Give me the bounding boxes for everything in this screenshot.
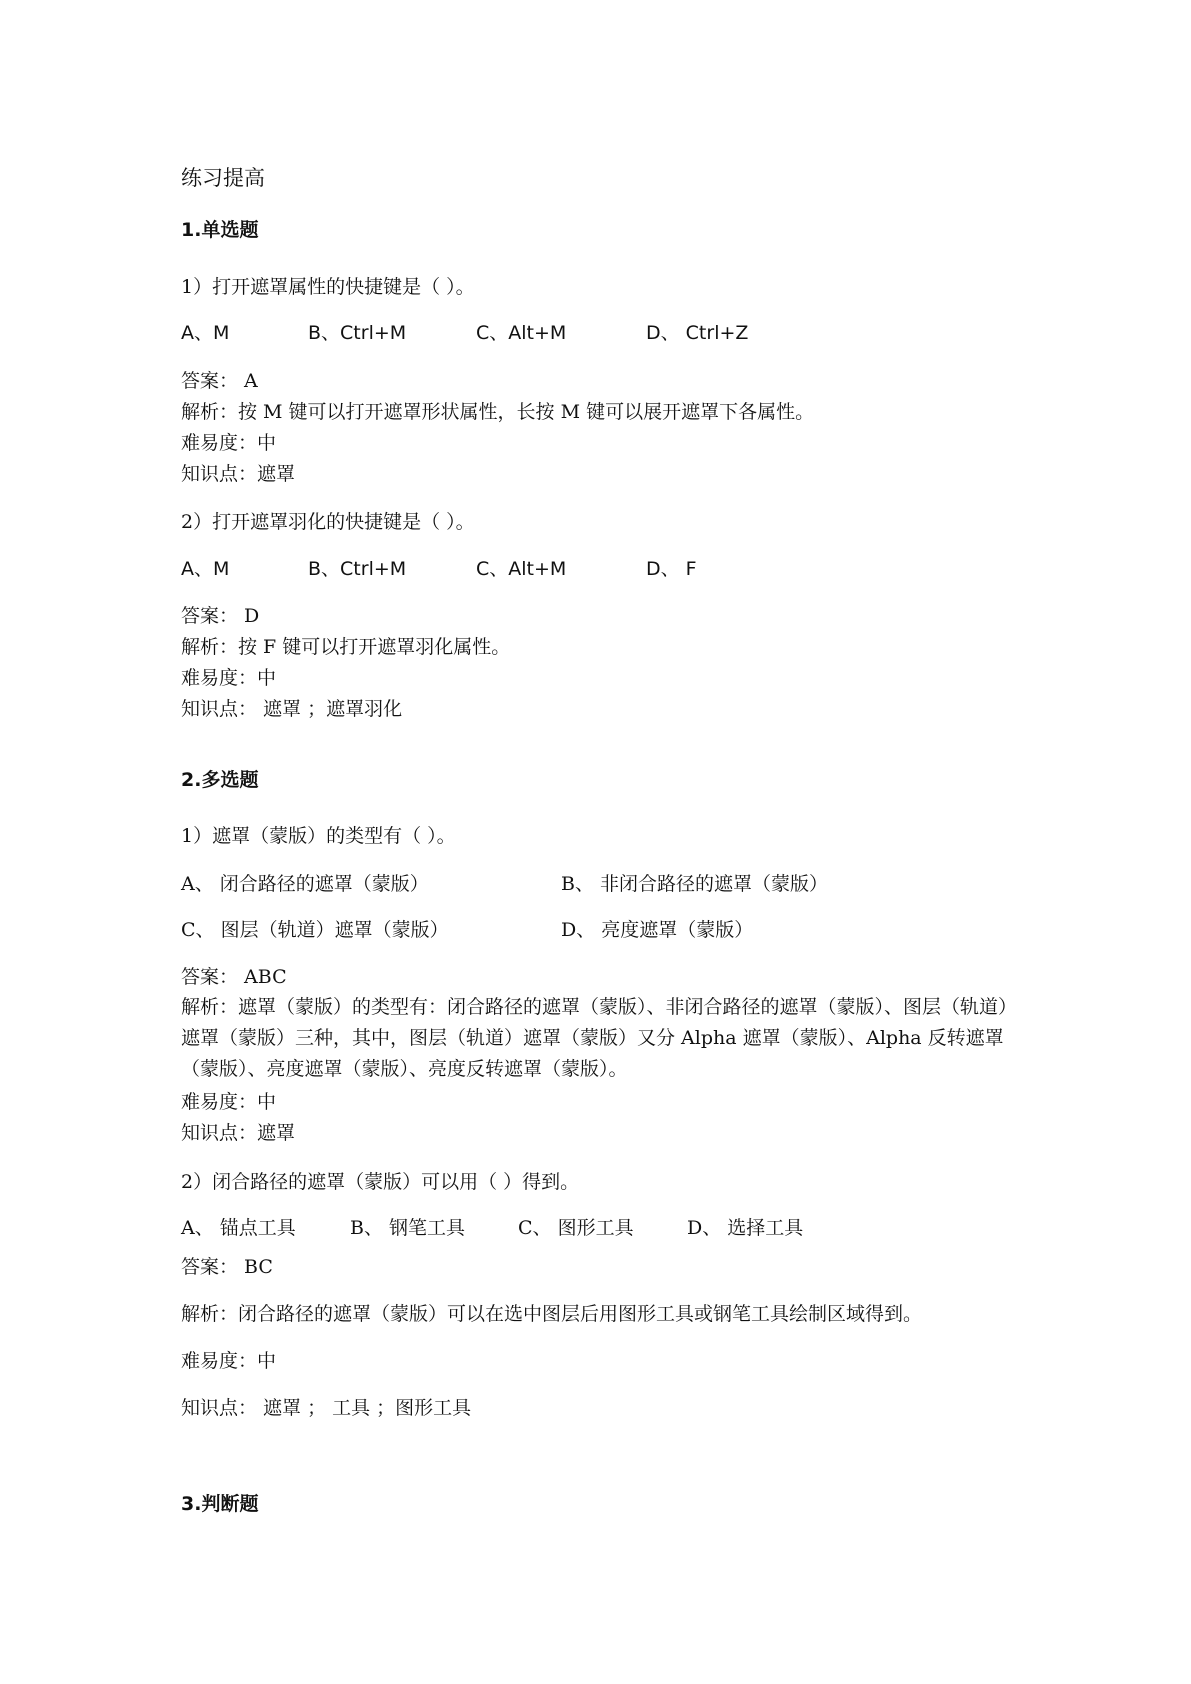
difficulty-text: 难易度：中: [181, 667, 277, 689]
answer-text: 答案： A: [181, 370, 258, 392]
section-heading-multiple-choice: 2.多选题: [181, 769, 259, 791]
option-b: B、 非闭合路径的遮罩（蒙版）: [561, 873, 829, 895]
option-a: A、 闭合路径的遮罩（蒙版）: [181, 873, 429, 895]
option-b: B、Ctrl+M: [308, 558, 407, 580]
analysis-paragraph: 解析：遮罩（蒙版）的类型有：闭合路径的遮罩（蒙版）、非闭合路径的遮罩（蒙版）、图层（轨道）遮罩（蒙版）三种，其中，图层（轨道）遮罩（蒙版）又分 Alpha 遮罩（蒙版）、Alpha 反转遮罩（蒙版）、亮度遮罩（蒙版）、亮度反转遮罩（蒙版）。: [181, 996, 1018, 1080]
difficulty-text: 难易度：中: [181, 432, 277, 454]
difficulty-text: 难易度：中: [181, 1350, 277, 1372]
difficulty-text: 难易度：中: [181, 1091, 277, 1113]
knowledge-point-text: 知识点： 遮罩 ；遮罩羽化: [181, 698, 403, 720]
knowledge-point-text: 知识点：遮罩: [181, 1122, 296, 1144]
section-heading-single-choice: 1.单选题: [181, 219, 259, 241]
question-stem: 2）闭合路径的遮罩（蒙版）可以用（ ）得到。: [181, 1171, 580, 1193]
analysis-text: 解析：按 F 键可以打开遮罩羽化属性。: [181, 636, 511, 658]
option-d: D、 F: [646, 558, 697, 580]
option-b: B、Ctrl+M: [308, 322, 407, 344]
option-c: C、 图形工具: [518, 1217, 634, 1239]
question-stem: 2）打开遮罩羽化的快捷键是（ ）。: [181, 511, 475, 533]
option-a: A、M: [181, 322, 230, 344]
answer-text: 答案： BC: [181, 1256, 273, 1278]
option-c: C、Alt+M: [476, 558, 567, 580]
option-a: A、M: [181, 558, 230, 580]
option-d: D、 亮度遮罩（蒙版）: [561, 919, 754, 941]
answer-text: 答案： D: [181, 605, 260, 627]
option-d: D、 Ctrl+Z: [646, 322, 749, 344]
question-stem: 1）遮罩（蒙版）的类型有（ ）。: [181, 825, 456, 847]
question-stem: 1）打开遮罩属性的快捷键是（ ）。: [181, 276, 475, 298]
option-a: A、 锚点工具: [181, 1217, 296, 1239]
option-c: C、 图层（轨道）遮罩（蒙版）: [181, 919, 449, 941]
option-d: D、 选择工具: [687, 1217, 804, 1239]
section-heading-true-false: 3.判断题: [181, 1493, 259, 1515]
knowledge-point-text: 知识点：遮罩: [181, 463, 296, 485]
page-title: 练习提高: [181, 166, 265, 190]
answer-text: 答案： ABC: [181, 966, 287, 988]
knowledge-point-text: 知识点： 遮罩 ； 工具 ；图形工具: [181, 1397, 472, 1419]
option-c: C、Alt+M: [476, 322, 567, 344]
analysis-text: 解析：按 M 键可以打开遮罩形状属性，长按 M 键可以展开遮罩下各属性。: [181, 401, 815, 423]
option-b: B、 钢笔工具: [350, 1217, 466, 1239]
analysis-text: 解析：闭合路径的遮罩（蒙版）可以在选中图层后用图形工具或钢笔工具绘制区域得到。: [181, 1303, 923, 1325]
